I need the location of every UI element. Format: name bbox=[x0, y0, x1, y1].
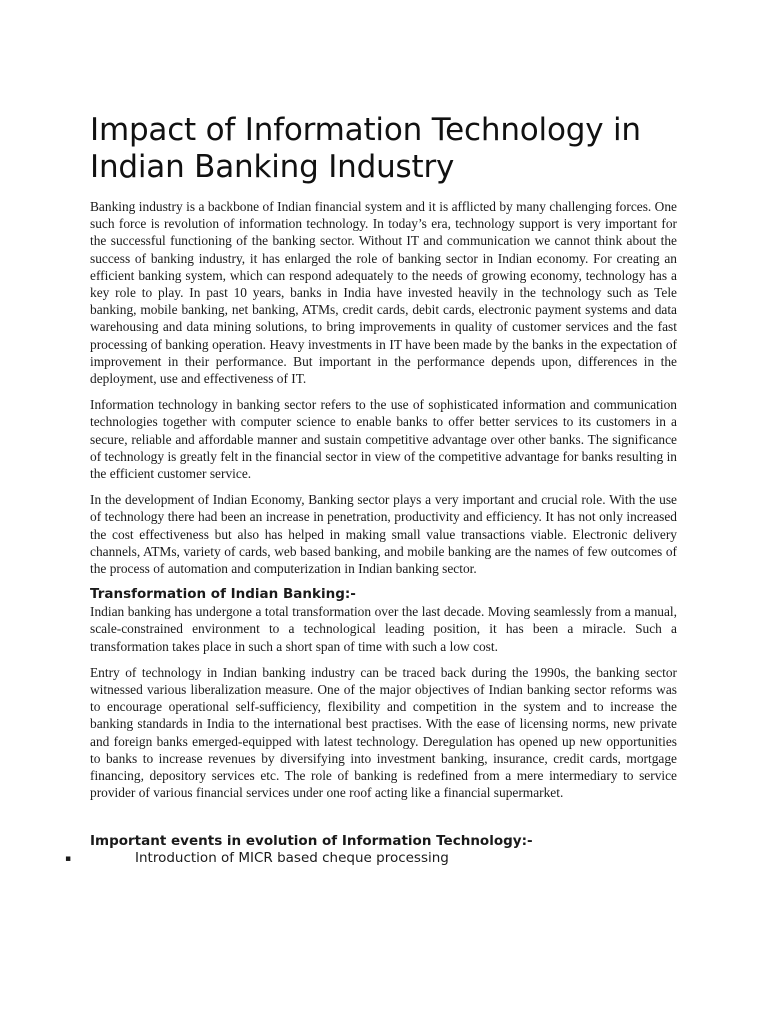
list-item bbox=[65, 849, 677, 867]
intro-paragraph-3: In the development of Indian Economy, Banking sector plays a very important and crucial role. With the use of technology there had been an increase in penetration, productivity and efficiency. It has not only increased the cost effectiveness but also has helped in making small value transactions viable. Electronic delivery channels, ATMs, variety of cards, web based banking, and mobile banking are the names of few outcomes of the process of automation and computerization in Indian banking sector. bbox=[90, 492, 677, 577]
transformation-paragraph-2: Entry of technology in Indian banking industry can be traced back during the 1990s, the banking sector witnessed various liberalization measure. One of the major objectives of Indian banking sector reforms was to encourage operational self-sufficiency, flexibility and competition in the system and to increase the banking standards in India to the international best practises. With the ease of licensing norms, new private and foreign banks emerged-equipped with latest technology. Deregulation has opened up new opportunities to banks to increase revenues by diversifying into investment banking, insurance, credit cards, mortgage financing, depository services etc. The role of banking is redefined from a mere intermediary to service provider of various financial services under one roof acting like a financial supermarket. bbox=[90, 664, 677, 801]
events-list bbox=[65, 849, 677, 867]
transformation-paragraph-1: Indian banking has undergone a total transformation over the last decade. Moving seamlessly from a manual, scale-constrained environment to a technological leading position, it has been a miracle. Such a transformation takes place in such a short span of time with such a low cost. bbox=[90, 604, 677, 654]
event-item-label: Introduction of MICR based cheque processing bbox=[135, 849, 449, 866]
document-title: Impact of Information Technology in Indian Banking Industry bbox=[90, 112, 641, 185]
intro-paragraph-1: Banking industry is a backbone of Indian financial system and it is afflicted by many challenging forces. One such force is revolution of information technology. In today’s era, technology support is very important for the successful functioning of the banking sector. Without IT and communication we cannot think about the success of banking industry, it has enlarged the role of banking sector in Indian economy. For creating an efficient banking system, which can respond adequately to the needs of growing economy, technology has a key role to play. In past 10 years, banks in India have invested heavily in the technology such as Tele banking, mobile banking, net banking, ATMs, credit cards, debit cards, electronic payment systems and data warehousing and data mining solutions, to bring improvements in quality of customer services and the fast processing of banking operation. Heavy investments in IT have been made by the banks in the expectation of improvement in their performance. But important in the performance depends upon, differences in the deployment, use and effectiveness of IT. bbox=[90, 199, 677, 387]
intro-paragraph-2: Information technology in banking sector refers to the use of sophisticated information and communication technologies together with computer science to enable banks to offer better services to its customers in a secure, reliable and affordable manner and sustain competitive advantage over other banks. The significance of technology is greatly felt in the financial sector in view of the competitive advantage for banks resulting in the efficient customer service. bbox=[90, 397, 677, 482]
events-heading: Important events in evolution of Information Technology:- bbox=[90, 832, 533, 849]
square-bullet-icon: ▪ bbox=[65, 853, 72, 864]
document-page bbox=[65, 112, 677, 867]
transformation-heading: Transformation of Indian Banking:- bbox=[90, 586, 356, 603]
